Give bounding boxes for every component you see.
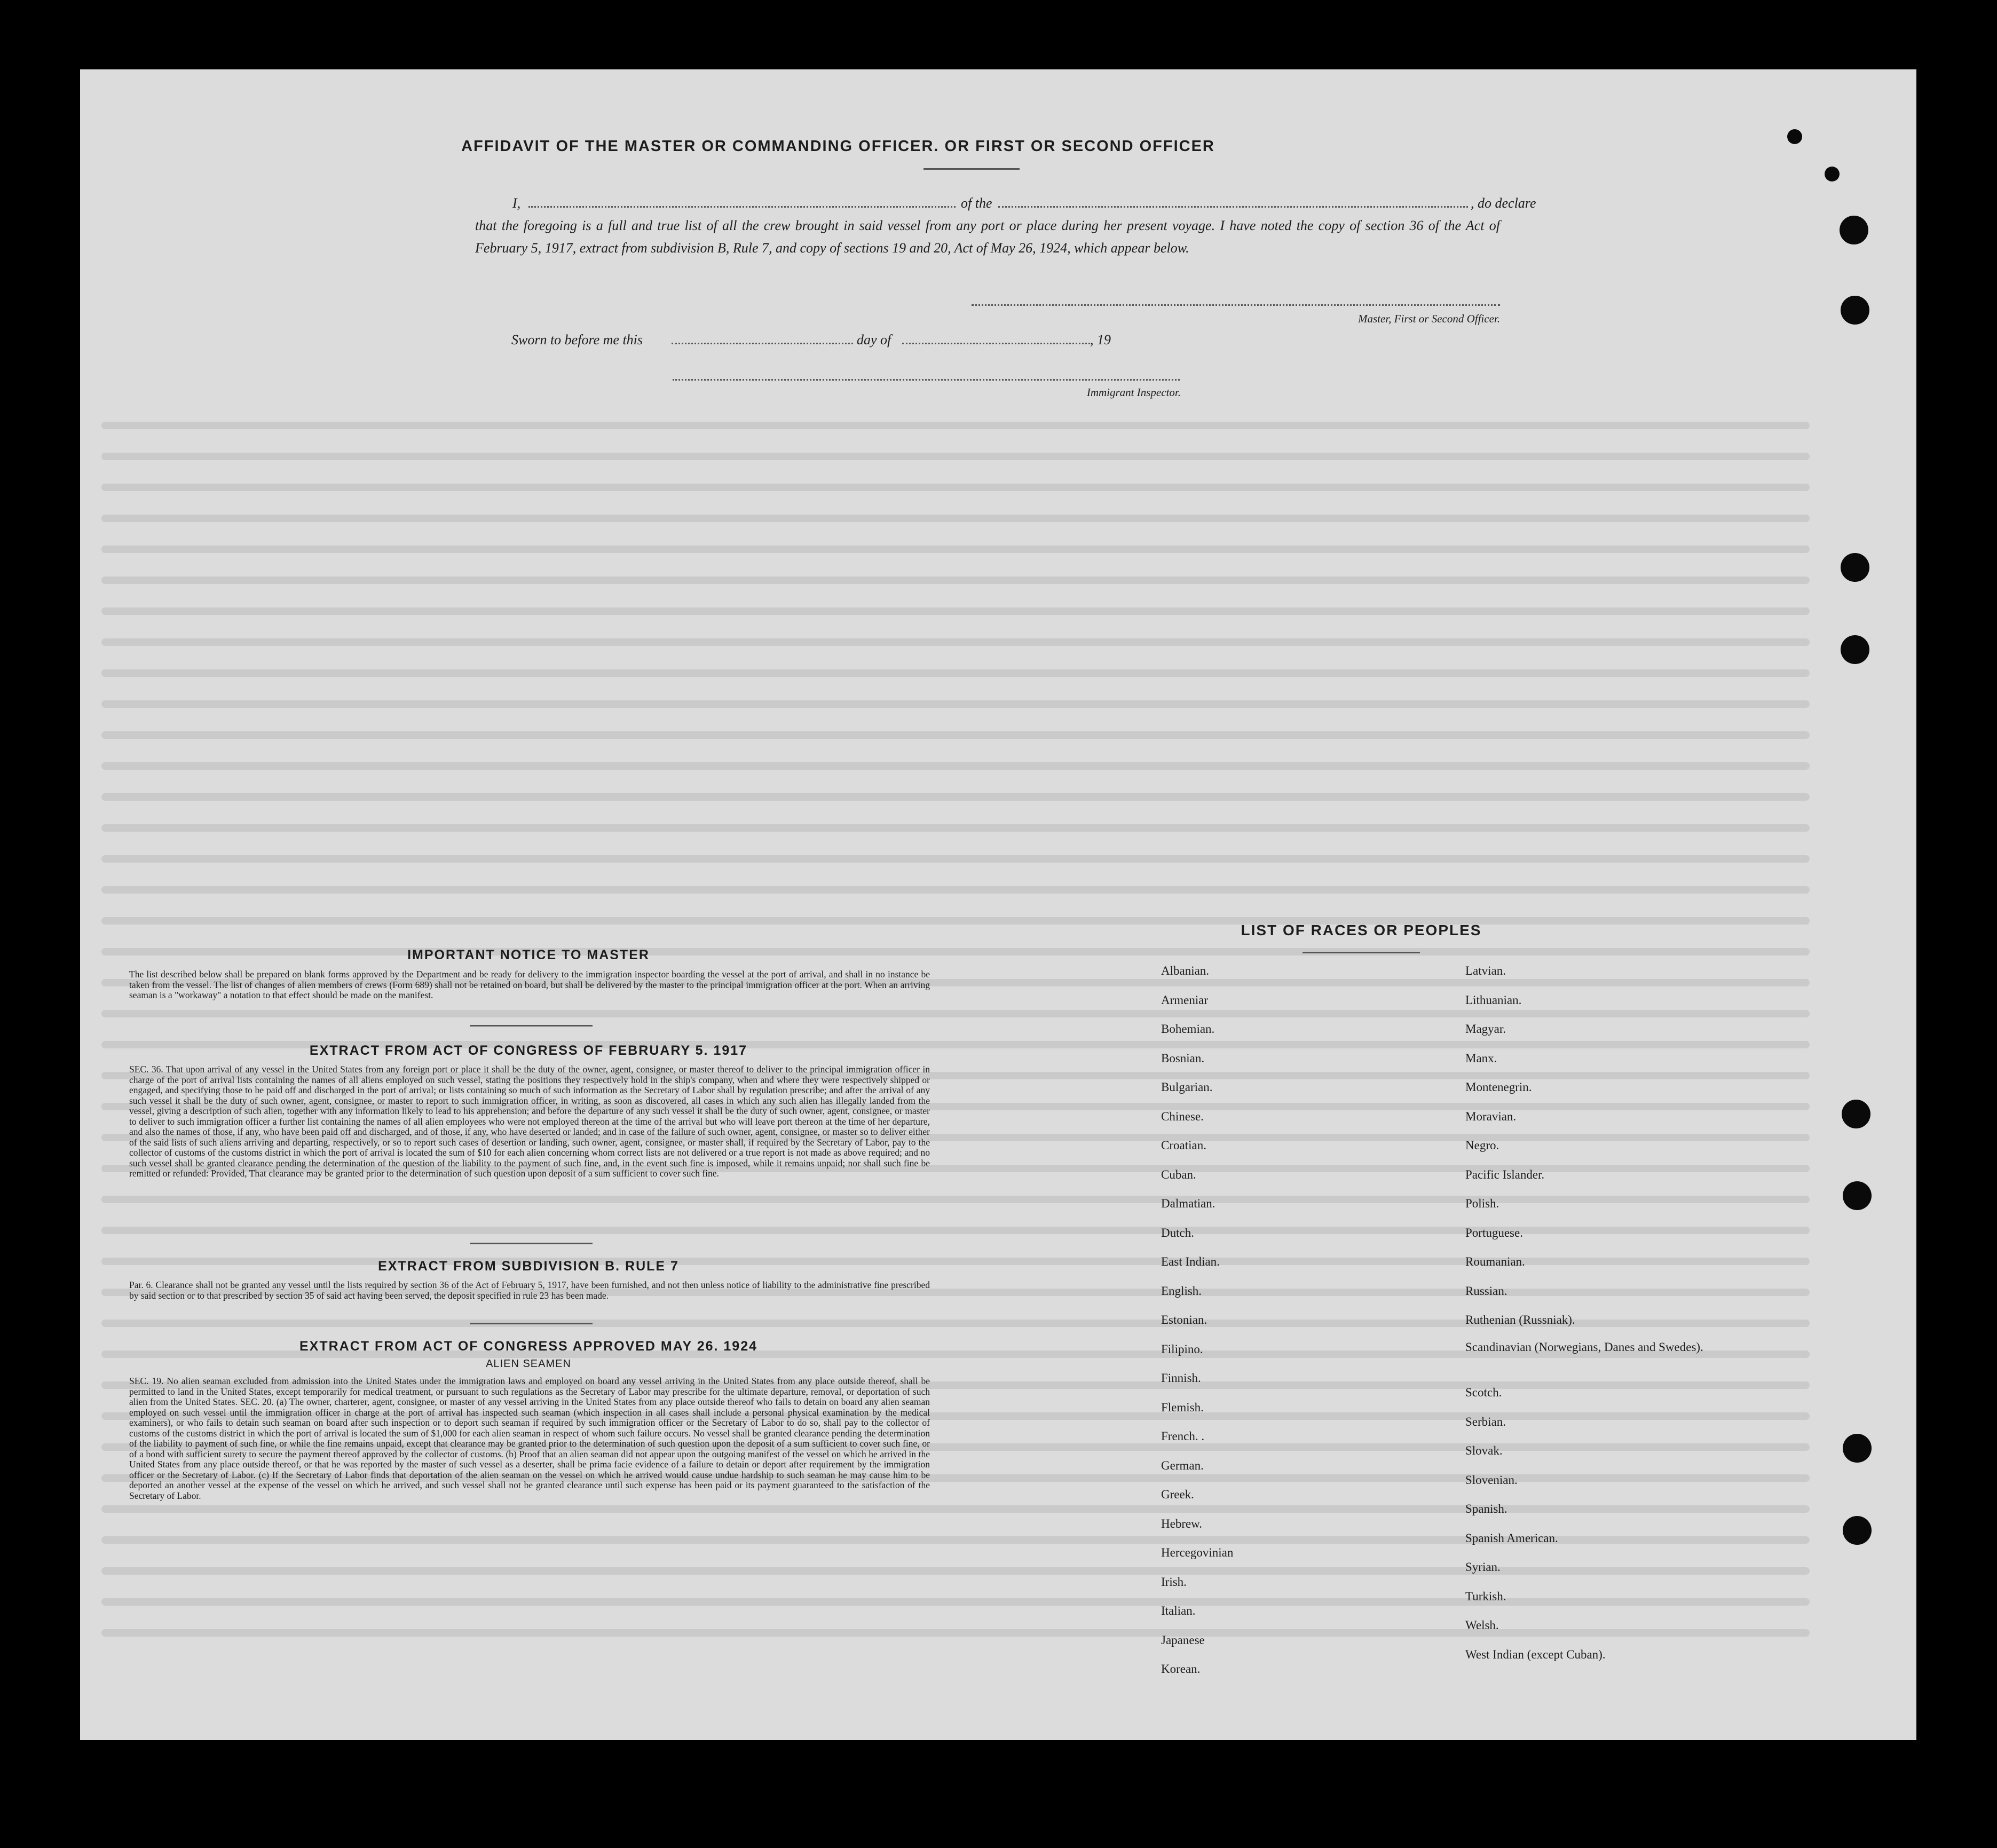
extract-1924-title: EXTRACT FROM ACT OF CONGRESS APPROVED MAY 26. 1924 [299,1339,758,1354]
sworn-label: Sworn to before me this [511,332,643,348]
race-item: Greek. [1161,1488,1194,1501]
race-item: East Indian. [1161,1255,1220,1268]
race-item: Lithuanian. [1465,993,1522,1007]
punch-hole [1841,635,1869,664]
race-item: Negro. [1465,1139,1499,1152]
race-item: Albanian. [1161,964,1210,977]
race-item: Flemish. [1161,1400,1204,1414]
race-item: Ruthenian (Russniak). [1465,1313,1575,1326]
bleed-through-line [101,515,1810,522]
race-item: Irish. [1161,1575,1187,1589]
race-item: Latvian. [1465,964,1506,977]
punch-hole [1843,1516,1872,1545]
race-item: Spanish American. [1465,1531,1558,1545]
bleed-through-line [101,886,1810,894]
race-item: Bosnian. [1161,1051,1205,1065]
divider [470,1323,593,1324]
punch-hole [1842,1100,1870,1128]
race-item: Syrian. [1465,1560,1501,1574]
affidavit-title: AFFIDAVIT OF THE MASTER OR COMMANDING OFFICER. OR FIRST OR SECOND OFFICER [461,138,1215,155]
race-item: Russian. [1465,1284,1507,1298]
race-item: Portuguese. [1465,1226,1523,1239]
divider [470,1025,593,1026]
punch-hole [1841,296,1869,325]
race-item: Armeniar [1161,993,1209,1007]
race-item: French. . [1161,1430,1205,1443]
bleed-through-line [101,484,1810,491]
divider [470,1243,593,1244]
rule-7-title: EXTRACT FROM SUBDIVISION B. RULE 7 [378,1259,679,1274]
master-signature-label: Master, First or Second Officer. [1358,312,1500,325]
punch-hole [1840,216,1868,244]
vessel-blank[interactable] [998,206,1468,208]
race-item: Slovak. [1465,1444,1503,1457]
race-item: Magyar. [1465,1022,1506,1036]
race-item: Hebrew. [1161,1517,1203,1530]
race-item: Cuban. [1161,1167,1196,1181]
race-item: Estonian. [1161,1313,1207,1326]
race-item: Pacific Islander. [1465,1167,1545,1181]
bleed-through-line [101,453,1810,460]
extract-1917-text: SEC. 36. That upon arrival of any vessel in the United States from any foreign port or place it shall be the duty of the owner, agent, consignee, or master thereof to deliver to the principal immigration officer in charge of the port of arrival lists containing the names of all aliens employed on such vessel, stating the positions they respectively hold in the ship's company, when and where they were respectively shipped or engaged, and specifying those to be paid off and discharged in the port of arrival; or lists containing so much of such information as the Secretary of Labor shall by regulation prescribe; and after the arrival of any such vessel it shall be the duty of such owner, agent, consignee, or master to report to such immigration officer, in writing, as soon as discovered, all cases in which any such alien has illegally landed from the vessel, giving a description of such alien, together with any information likely to lead to his apprehension; and before the departure of any such vessel it shall be the duty of such owner, agent, consignee, or master to deliver to such immigration officer a further list containing the names of all alien employees who were not employed thereon at the time of the arrival but who will leave port thereon at the time of her departure, and also the names of those, if any, who have been paid off and discharged, and of those, if any, who have deserted or landed; and in case of the failure of such owner, agent, consignee, or master so to deliver either of the said lists of such aliens arriving and departing, respectively, or so to report such cases of desertion or landing, such owner, agent, consignee, or master shall, if required by the Secretary of Labor, pay to the collector of customs of the customs district in which the port of arrival is located the sum of $10 for each alien concerning whom correct lists are not delivered or a true report is not made as above required; and no such vessel shall be granted clearance pending the determination of the question of the liability to the payment of such fine, and, in the event such fine is imposed, while it remains unpaid; nor shall such fine be remitted or refunded: Provided, That clearance may be granted prior to the determination of such question upon deposit of a sum sufficient to cover such fine. [129,1064,930,1179]
sworn-month-blank[interactable] [902,343,1090,344]
divider [1303,952,1420,953]
race-item: Dalmatian. [1161,1197,1215,1210]
race-item: German. [1161,1458,1204,1472]
race-item: Italian. [1161,1604,1196,1617]
sworn-year-label: , 19 [1090,332,1111,348]
affidavit-of-the-label: of the [961,195,992,211]
inspector-signature-blank[interactable] [673,379,1180,381]
extract-1924-text: SEC. 19. No alien seaman excluded from admission into the United States under the immigration laws and employed on board any vessel arriving in the United States from any place outside thereof, shall be permitted to land in the United States, except temporarily for medical treatment, or pursuant to such regulations as the Secretary of Labor may prescribe for the ultimate departure, removal, or deportation of such alien from the United States. SEC. 20. (a) The owner, charterer, agent, consignee, or master of any vessel arriving in the United States from any place outside thereof who fails to detain on board any alien seaman employed on such vessel until the immigration officer in charge at the port of arrival has inspected such seaman (which inspection in all cases shall include a personal physical examination by the medical examiners), or who fails to detain such seaman on board after such inspection or to deport such seaman if required by such immigration officer or the Secretary of Labor to do so, shall pay to the collector of customs of the customs district in which the port of arrival is located the sum of $1,000 for each alien seaman in respect of whom such failure occurs. No vessel shall be granted clearance pending the determination of the liability to payment of such fine, or while the fine remains unpaid, except that clearance may be granted prior to the determination of such question upon the deposit of a sum sufficient to cover such fine, or of a bond with sufficient surety to secure the payment thereof approved by the collector of customs. (b) Proof that an alien seaman did not appear upon the outgoing manifest of the vessel on which he arrived in the United States from any place outside thereof, or that he was reported by the master of such vessel as a deserter, shall be prima facie evidence of a failure to detain or deport after requirement by the immigration officer or the Secretary of Labor. (c) If the Secretary of Labor finds that deportation of the alien seaman on the vessel on which he arrived would cause undue hardship to such seaman he may cause him to be deported an another vessel at the expense of the vessel on which he arrived, and such vessel shall not be granted clearance until such expense has been paid or its payment guaranteed to the satisfaction of the Secretary of Labor. [129,1376,930,1501]
punch-hole [1843,1434,1872,1463]
race-item: Bulgarian. [1161,1080,1213,1094]
affidavit-i-label: I, [512,195,521,211]
race-item: Dutch. [1161,1226,1194,1239]
race-item: Montenegrin. [1465,1080,1532,1094]
bleed-through-line [101,1010,1810,1017]
race-item: West Indian (except Cuban). [1465,1647,1606,1661]
race-item: English. [1161,1284,1202,1298]
punch-hole [1825,167,1840,181]
race-item: Chinese. [1161,1109,1204,1123]
name-blank[interactable] [528,206,956,208]
sworn-day-blank[interactable] [672,343,853,344]
rule-7-text: Par. 6. Clearance shall not be granted any vessel until the lists required by section 36 of the Act of February 5, 1917, have been furnished, and not then unless notice of liability to the administrative fine prescribed by said section or to that prescribed by section 35 of said act having been served, the deposit specified in rule 23 has been made. [129,1280,930,1301]
inspector-label: Immigrant Inspector. [1086,386,1181,399]
race-item: Korean. [1161,1662,1201,1676]
bleed-through-line [101,762,1810,770]
bleed-through-line [101,731,1810,739]
race-item: Turkish. [1465,1589,1506,1603]
extract-1917-title: EXTRACT FROM ACT OF CONGRESS OF FEBRUARY 5. 1917 [309,1043,748,1058]
bleed-through-line [101,669,1810,677]
bleed-through-line [101,576,1810,584]
master-signature-blank[interactable] [972,304,1500,306]
race-item: Scotch. [1465,1386,1502,1399]
notice-title: IMPORTANT NOTICE TO MASTER [407,947,650,962]
bleed-through-line [101,607,1810,615]
bleed-through-line [101,638,1810,646]
affidavit-declare-label: , do declare [1471,195,1536,211]
bleed-through-line [101,700,1810,708]
race-item: Polish. [1465,1197,1499,1210]
punch-hole [1841,553,1869,582]
race-item: Croatian. [1161,1139,1206,1152]
day-of-label: day of [857,332,891,348]
race-item: Serbian. [1465,1415,1506,1428]
punch-hole [1843,1181,1872,1210]
race-item: Bohemian. [1161,1022,1215,1036]
affidavit-body: that the foregoing is a full and true list of all the crew brought in said vessel from any port or place during her present voyage. I have noted the copy of section 36 of the Act of February 5, 1917, extract from subdivision B, Rule 7, and copy of sections 19 and 20, Act of May 26, 1924, which appear below. [475,218,1500,256]
bleed-through-line [101,824,1810,832]
bleed-through-line [101,422,1810,429]
race-item: Slovenian. [1465,1473,1518,1487]
punch-hole [1787,129,1802,144]
race-item: Spanish. [1465,1502,1507,1515]
bleed-through-line [101,793,1810,801]
race-item: Manx. [1465,1051,1497,1065]
bleed-through-line [101,546,1810,553]
bleed-through-line [101,917,1810,925]
notice-text: The list described below shall be prepared on blank forms approved by the Department and be ready for delivery to the immigration inspector boarding the vessel at the port of arrival, and shall in no instance be taken from the vessel. The list of changes of alien members of crews (Form 689) shall not be retained on board, but shall be delivered by the master to the principal immigration officer at the port. When an arriving seaman is a "workaway" a notation to that effect should be made on the manifest. [129,969,930,1000]
races-title: LIST OF RACES OR PEOPLES [1241,922,1482,938]
race-item: Welsh. [1465,1618,1499,1632]
race-item: Roumanian. [1465,1255,1525,1268]
race-item: Scandinavian (Norwegians, Danes and Swedes). [1465,1340,1703,1354]
alien-seamen-subtitle: ALIEN SEAMEN [486,1358,571,1370]
document-sheet [80,69,1916,1740]
race-item: Finnish. [1161,1371,1201,1385]
race-item: Filipino. [1161,1342,1203,1356]
divider [923,168,1020,170]
race-item: Hercegovinian [1161,1546,1234,1559]
race-item: Moravian. [1465,1109,1517,1123]
race-item: Japanese [1161,1633,1205,1647]
bleed-through-line [101,855,1810,863]
